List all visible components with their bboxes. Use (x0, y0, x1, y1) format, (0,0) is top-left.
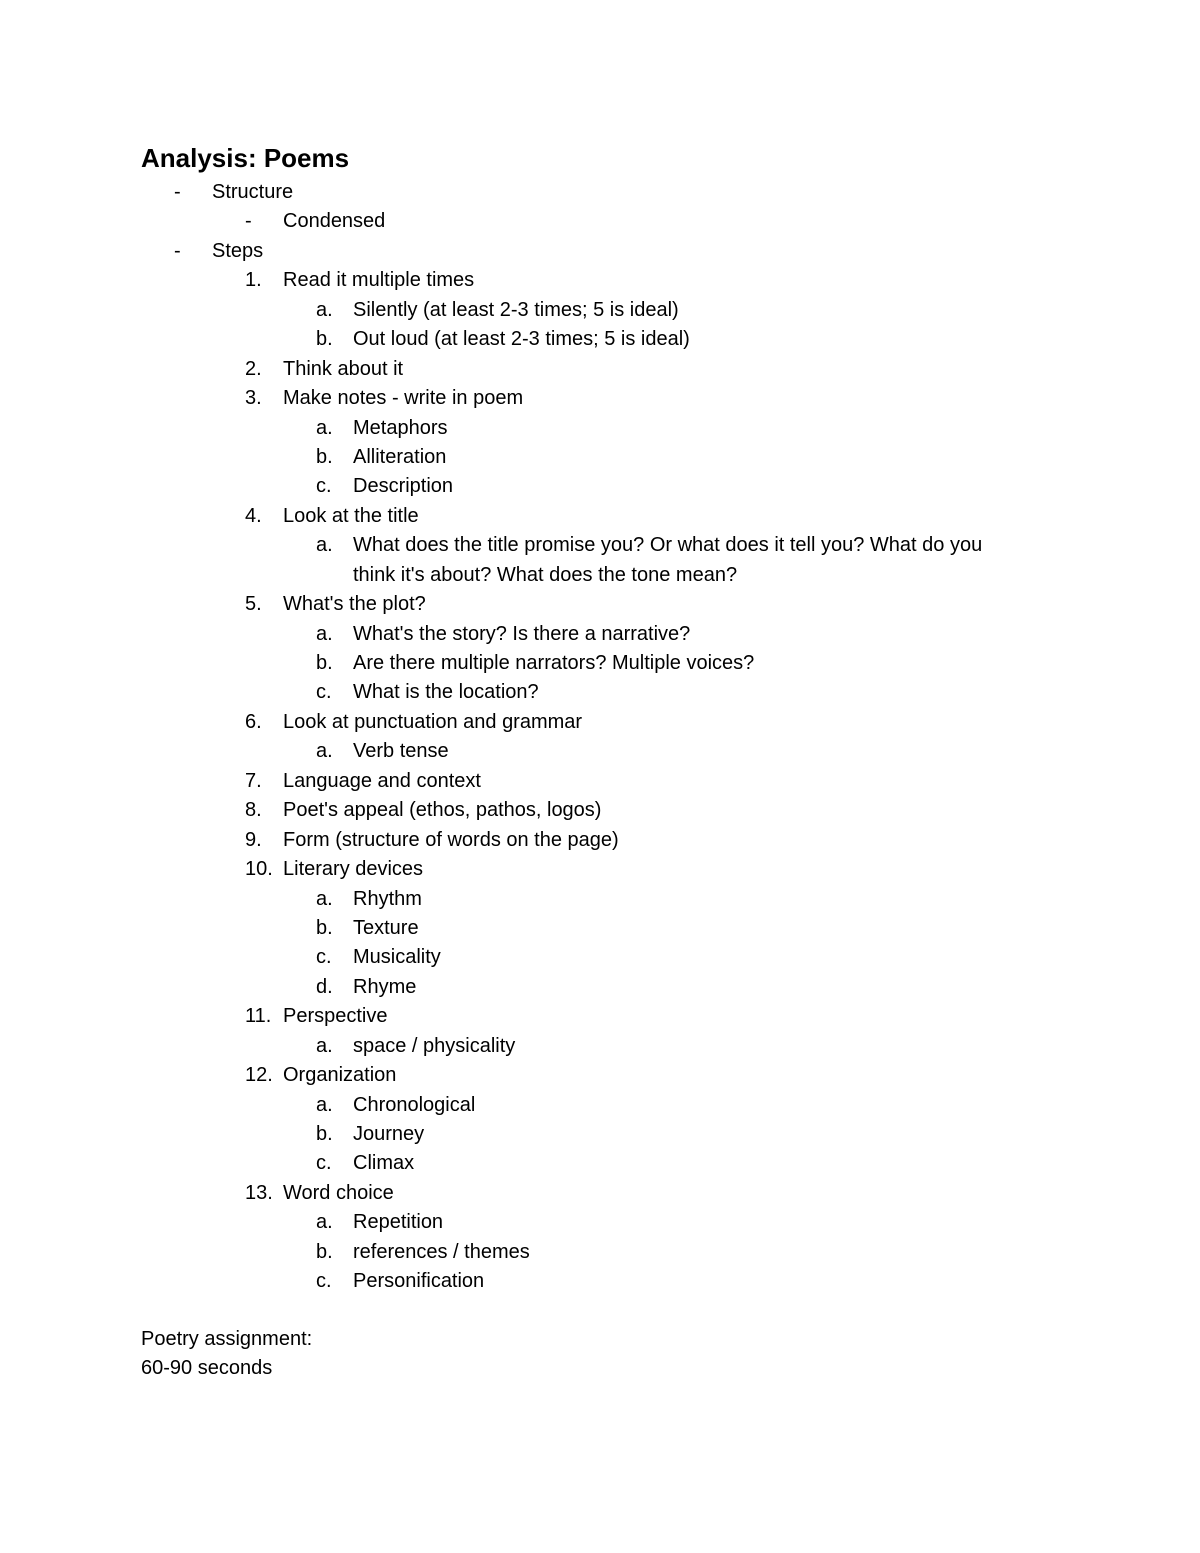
outline-item-marker: a. (316, 1034, 333, 1057)
outline-item-marker: c. (316, 681, 332, 704)
outline-item-text: Think about it (283, 357, 404, 380)
outline-item-marker: 3. (245, 387, 262, 410)
outline-item-text: Poet's appeal (ethos, pathos, logos) (283, 799, 602, 822)
outline-item (0, 384, 1200, 413)
outline-item (0, 1061, 1200, 1090)
outline-item-marker: a. (316, 298, 333, 321)
outline-item-text: Silently (at least 2-3 times; 5 is ideal) (353, 298, 679, 321)
outline-item (0, 472, 1200, 501)
outline-item-text: What's the plot? (283, 593, 426, 616)
outline-item (0, 1238, 1200, 1267)
outline-item (0, 678, 1200, 707)
outline-item-text: Repetition (353, 1211, 444, 1234)
outline-item-text: Literary devices (283, 858, 424, 881)
outline-item-marker: a. (316, 887, 333, 910)
outline-item-text: Musicality (353, 946, 441, 969)
outline-item-marker: - (174, 181, 181, 203)
outline-item-text: What does the title promise you? Or what does it tell you? What do you (353, 534, 983, 557)
outline-item (0, 266, 1200, 295)
outline-item (0, 237, 1200, 266)
outline-item (0, 1120, 1200, 1149)
outline-item-text: Form (structure of words on the page) (283, 828, 619, 851)
outline-list (0, 178, 1200, 1297)
outline-item (0, 502, 1200, 531)
outline-item-marker: b. (316, 1240, 333, 1263)
outline-item-marker: - (174, 239, 181, 262)
outline-item-text: Structure (212, 181, 294, 203)
outline-item-marker: a. (316, 622, 333, 645)
outline-item-text: Word choice (283, 1181, 394, 1204)
outline-item-text: Texture (353, 916, 419, 939)
page-title: Analysis: Poems (141, 143, 350, 173)
outline-item-text: Look at the title (283, 504, 419, 527)
outline-item-marker: - (245, 210, 252, 233)
outline-item-marker: 10. (245, 858, 273, 881)
outline-item-marker: 2. (245, 357, 262, 380)
footer-line-duration: 60-90 seconds (141, 1357, 273, 1380)
outline-item (0, 1149, 1200, 1178)
outline-item-text: Chronological (353, 1093, 476, 1116)
outline-item (0, 885, 1200, 914)
outline-item (0, 708, 1200, 737)
outline-item (0, 826, 1200, 855)
outline-item (0, 590, 1200, 619)
outline-item-marker: b. (316, 445, 333, 468)
outline-item-marker: d. (316, 975, 333, 998)
outline-item-marker: c. (316, 1152, 332, 1175)
outline-item-text: What is the location? (353, 681, 539, 704)
outline-item-text: space / physicality (353, 1034, 516, 1057)
outline-item-marker: 11. (245, 1005, 272, 1028)
outline-item-text: references / themes (353, 1240, 530, 1263)
outline-item (0, 414, 1200, 443)
outline-item-text: Description (353, 475, 454, 498)
outline-item-marker: a. (316, 1093, 333, 1116)
outline-item-text: Steps (212, 239, 264, 262)
outline-item-marker: a. (316, 416, 333, 439)
outline-item-text: Language and context (283, 769, 481, 792)
outline-item (0, 737, 1200, 766)
outline-item-text: Alliteration (353, 445, 447, 468)
outline-item-marker: 9. (245, 828, 262, 851)
outline-item-text: Climax (353, 1152, 415, 1175)
outline-item-marker: 1. (245, 269, 262, 292)
outline-item-text: Personification (353, 1270, 485, 1293)
outline-item-marker: b. (316, 1123, 333, 1145)
outline-item-text: Metaphors (353, 416, 448, 439)
outline-item (0, 796, 1200, 825)
outline-item (0, 1091, 1200, 1120)
outline-item (0, 914, 1200, 943)
outline-item-text: Read it multiple times (283, 269, 475, 292)
outline-item (0, 1267, 1200, 1296)
outline-item (0, 1002, 1200, 1031)
outline-item (0, 325, 1200, 354)
outline-item (0, 443, 1200, 472)
outline-item-marker: a. (316, 740, 333, 763)
outline-item-marker: 8. (245, 799, 262, 822)
outline-item-text: Perspective (283, 1005, 388, 1028)
outline-item (0, 767, 1200, 796)
outline-item (0, 561, 1200, 590)
outline-item-marker: c. (316, 946, 332, 969)
outline-item (0, 855, 1200, 884)
outline-item (0, 531, 1200, 560)
outline-item-text: Rhythm (353, 887, 422, 910)
outline-item-text: Verb tense (353, 740, 449, 763)
outline-item (0, 1032, 1200, 1061)
outline-item-marker: b. (316, 328, 333, 351)
outline-item-marker: a. (316, 1211, 333, 1234)
outline-item-text: Condensed (283, 210, 386, 233)
outline-item-marker: c. (316, 475, 332, 498)
outline-item (0, 649, 1200, 678)
outline-item-marker: b. (316, 916, 333, 939)
outline-item-text: What's the story? Is there a narrative? (353, 622, 691, 645)
outline-item (0, 207, 1200, 236)
outline-item-text: Make notes - write in poem (283, 387, 524, 410)
outline-item (0, 178, 1200, 207)
outline-item (0, 973, 1200, 1002)
outline-item-text: Organization (283, 1064, 397, 1087)
outline-item (0, 1208, 1200, 1237)
outline-item-marker: a. (316, 534, 333, 557)
footer-line-assignment: Poetry assignment: (141, 1328, 313, 1350)
outline-item-marker: 4. (245, 504, 262, 527)
outline-item-text: Out loud (at least 2-3 times; 5 is ideal) (353, 328, 690, 351)
outline-item-text: Journey (353, 1123, 425, 1145)
outline-item (0, 355, 1200, 384)
outline-item-marker: 7. (245, 769, 262, 792)
outline-item-text: Rhyme (353, 975, 417, 998)
footer-notes (141, 1325, 312, 1384)
outline-item-marker: 6. (245, 710, 262, 733)
outline-item (0, 620, 1200, 649)
outline-item-marker: 5. (245, 593, 262, 616)
outline-item-marker: c. (316, 1270, 332, 1293)
outline-item-marker: 12. (245, 1064, 273, 1087)
outline-item (0, 943, 1200, 972)
outline-item-marker: 13. (245, 1181, 273, 1204)
outline-item-text: think it's about? What does the tone mean? (353, 563, 738, 586)
outline-item-text: Are there multiple narrators? Multiple voices? (353, 652, 755, 674)
outline-item-text: Look at punctuation and grammar (283, 710, 583, 733)
outline-item-marker: b. (316, 652, 333, 674)
outline-item (0, 1179, 1200, 1208)
outline-item (0, 296, 1200, 325)
